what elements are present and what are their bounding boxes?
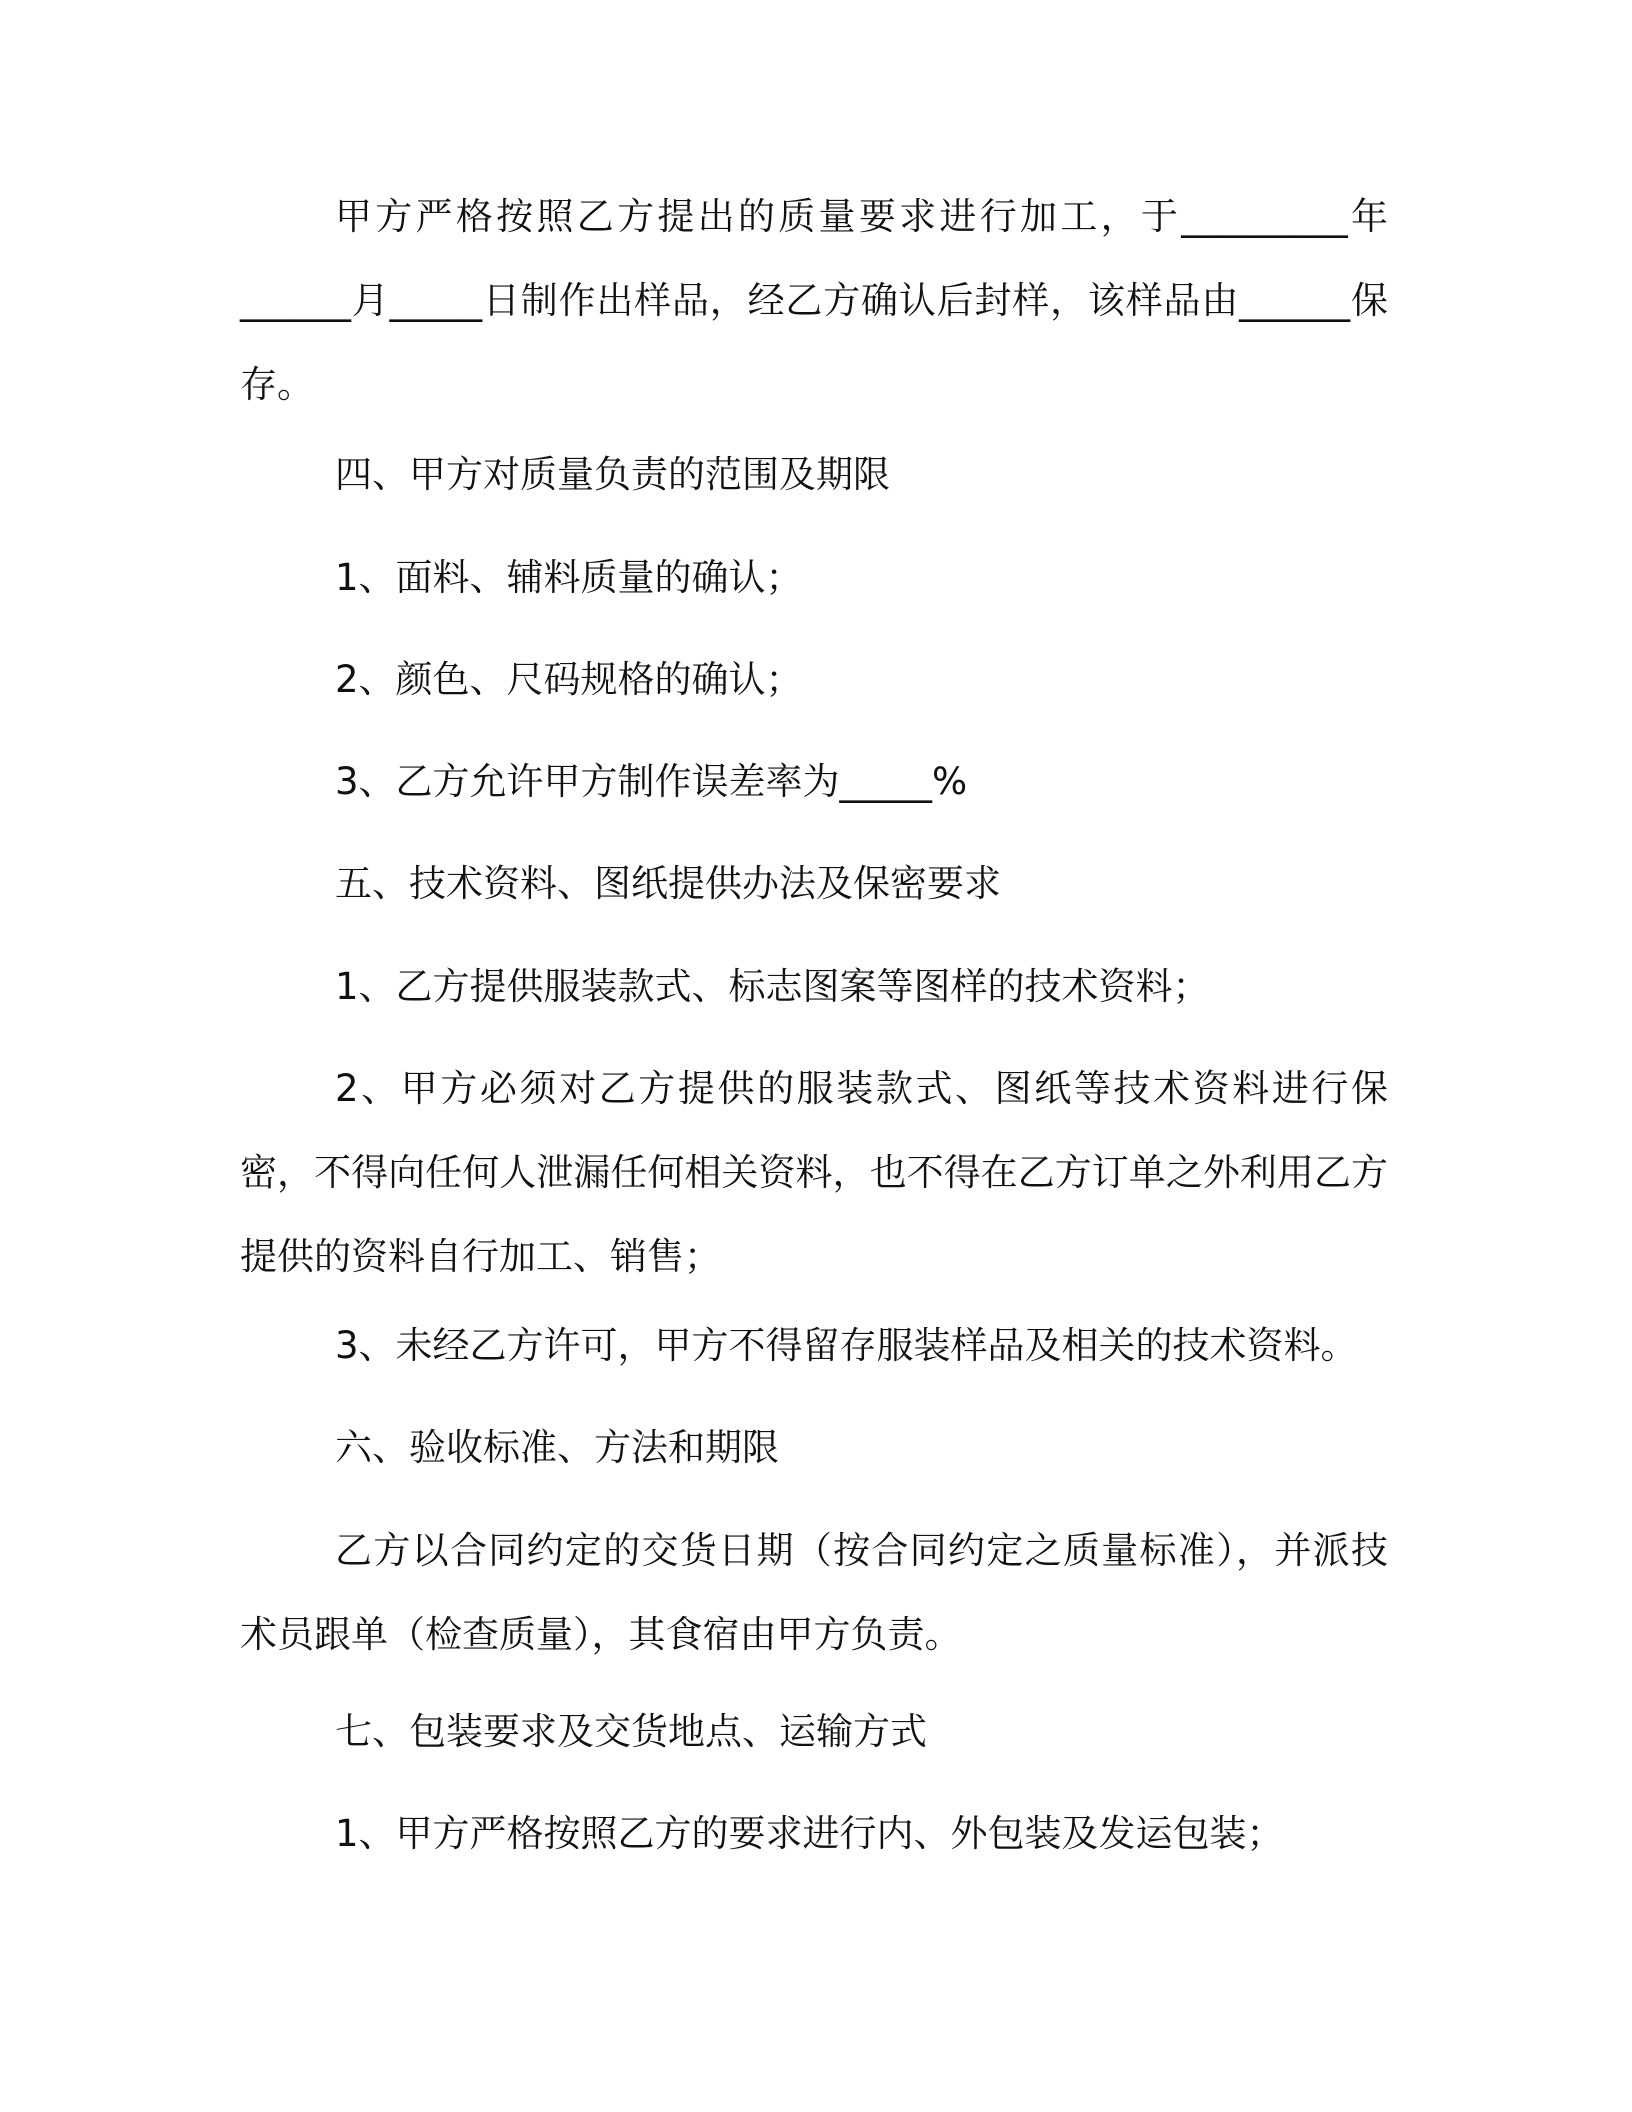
section-heading-4: 四、甲方对质量负责的范围及期限 [335,453,890,496]
paragraph-sample-production: 甲方严格按照乙方提出的质量要求进行加工，于_________年______月_____日制作出样品，经乙方确认后封样，该样品由______保存。 [240,195,1388,406]
paragraph-acceptance: 乙方以合同约定的交货日期（按合同约定之质量标准），并派技术员跟单（检查质量），其食宿由甲方负责。 [240,1529,1388,1656]
list-item-4-1: 1、面料、辅料质量的确认； [335,556,803,599]
list-item-4-3: 3、乙方允许甲方制作误差率为_____% [335,760,968,803]
list-item-5-2: 2、甲方必须对乙方提供的服装款式、图纸等技术资料进行保密，不得向任何人泄漏任何相关资料，也不得在乙方订单之外利用乙方提供的资料自行加工、销售； [240,1067,1388,1278]
list-item-7-1: 1、甲方严格按照乙方的要求进行内、外包装及发运包装； [335,1812,1284,1855]
list-item-5-1: 1、乙方提供服装款式、标志图案等图样的技术资料； [335,965,1210,1008]
section-heading-6: 六、验收标准、方法和期限 [335,1426,779,1469]
list-item-4-2: 2、颜色、尺码规格的确认； [335,658,803,701]
list-item-5-3: 3、未经乙方许可，甲方不得留存服装样品及相关的技术资料。 [335,1324,1358,1367]
section-heading-5: 五、技术资料、图纸提供办法及保密要求 [335,862,1001,905]
section-heading-7: 七、包装要求及交货地点、运输方式 [335,1710,927,1753]
